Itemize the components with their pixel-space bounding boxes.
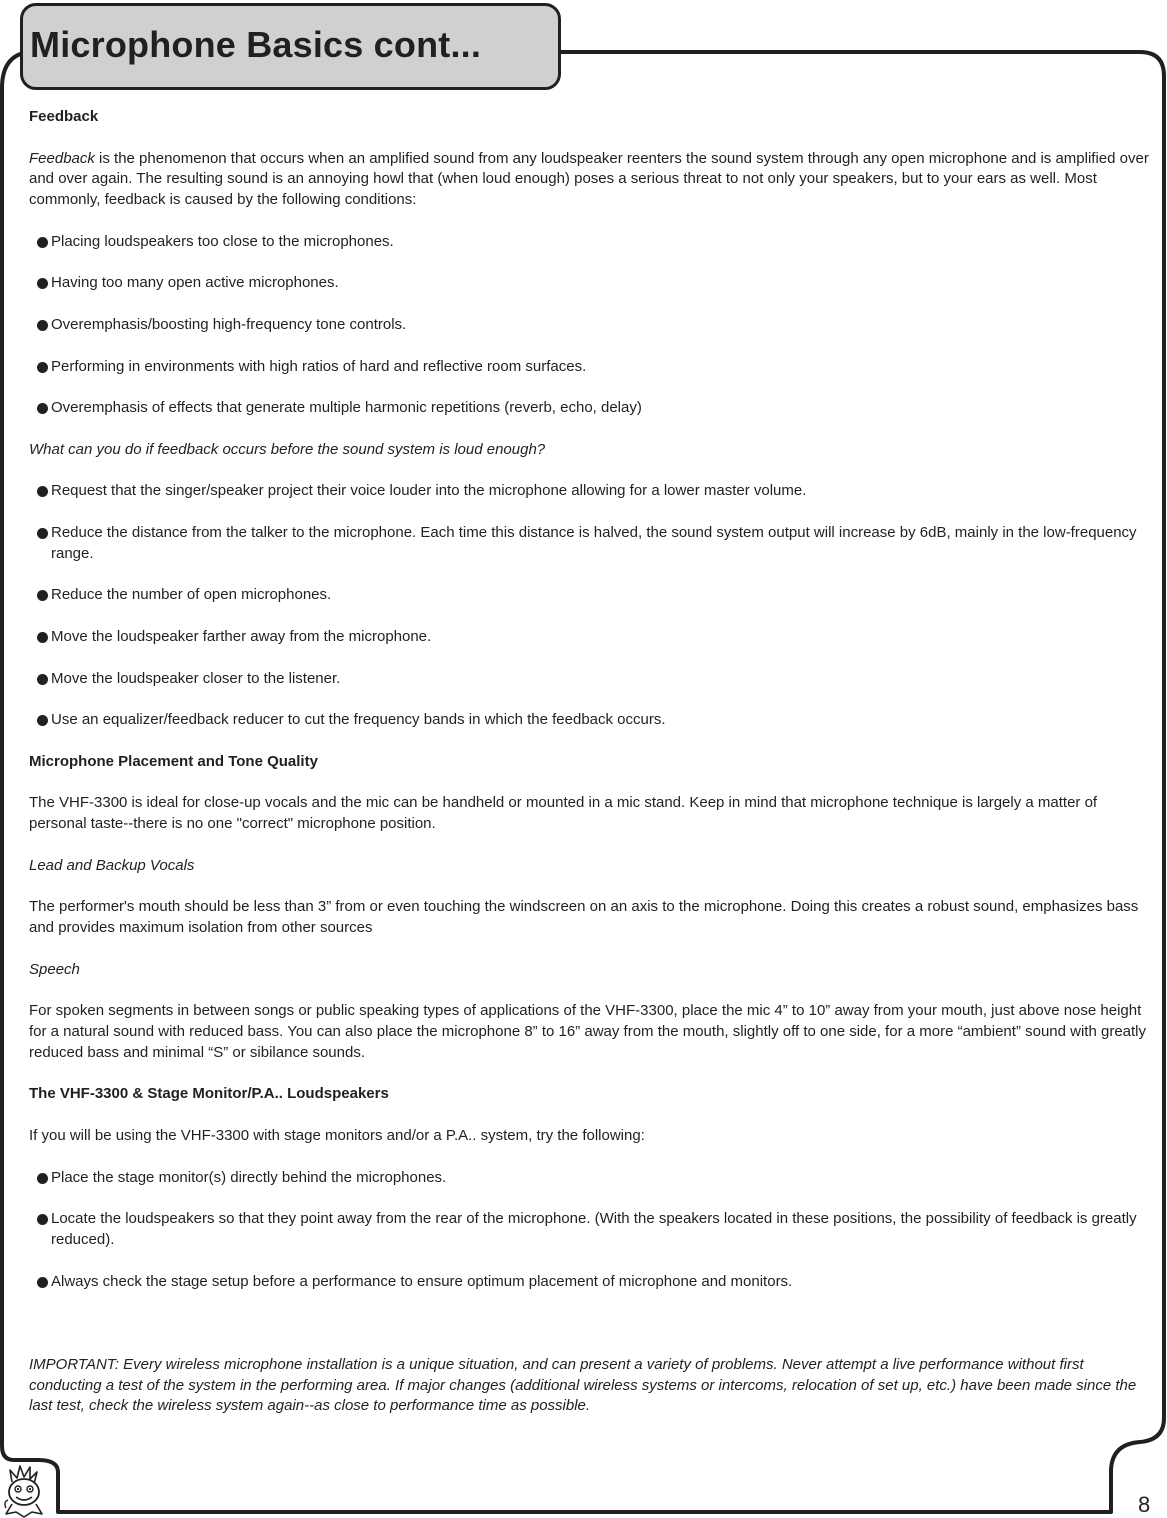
important-note: IMPORTANT: Every wireless microphone installation is a unique situation, and can present a variety of problems. Never attempt a live performance without first conducting a test of the system in the performing area. If major changes (additional wireless systems or intercoms, relocation of set up, etc.) have been made since the last test, check the wireless system again--as close to performance time as possible. [29, 1355, 1137, 1415]
mascot-logo-icon [2, 1462, 46, 1518]
bullet-icon [37, 1214, 48, 1225]
bullet-icon [37, 590, 48, 601]
bullet-icon [37, 278, 48, 289]
stage-tip-item [29, 1209, 1151, 1251]
stage-heading: The VHF-3300 & Stage Monitor/P.A.. Loudspeakers [29, 1085, 389, 1103]
feedback-remedy-item [29, 669, 1151, 690]
feedback-remedy-item [29, 523, 1151, 565]
feedback-remedy-text: Move the loudspeaker farther away from the microphone. [51, 627, 432, 645]
feedback-cause-item [29, 273, 1151, 294]
bullet-icon [37, 528, 48, 539]
placement-intro: The VHF-3300 is ideal for close-up vocals and the mic can be handheld or mounted in a mic stand. Keep in mind that microphone technique is largely a matter of personal taste--there is no one "correct" microphone position. [29, 794, 1098, 833]
stage-tip-item [29, 1272, 1151, 1293]
feedback-question: What can you do if feedback occurs before the sound system is loud enough? [29, 440, 546, 458]
lead-vocals-title: Lead and Backup Vocals [29, 856, 195, 874]
feedback-cause-text: Performing in environments with high ratios of hard and reflective room surfaces. [51, 357, 587, 375]
bullet-icon [37, 1277, 48, 1288]
feedback-heading: Feedback [29, 108, 99, 125]
page-content [29, 107, 1151, 1438]
bullet-icon [37, 674, 48, 685]
feedback-cause-text: Overemphasis/boosting high-frequency tone controls. [51, 315, 407, 333]
bullet-icon [37, 403, 48, 414]
feedback-intro [29, 149, 1151, 211]
spacer [29, 1313, 1151, 1355]
feedback-cause-item [29, 357, 1151, 378]
feedback-cause-item [29, 398, 1151, 419]
bullet-icon [37, 715, 48, 726]
bullet-icon [37, 1173, 48, 1184]
placement-heading: Microphone Placement and Tone Quality [29, 752, 318, 770]
feedback-remedy-text: Move the loudspeaker closer to the listener. [51, 669, 341, 687]
stage-tip-text: Always check the stage setup before a performance to ensure optimum placement of microphone and monitors. [51, 1272, 793, 1290]
stage-tip-text: Locate the loudspeakers so that they point away from the rear of the microphone. (With the speakers located in these positions, the possibility of feedback is greatly reduced). [51, 1210, 1137, 1249]
page-number: 8 [1138, 1492, 1151, 1517]
feedback-remedy-item [29, 481, 1151, 502]
stage-intro: If you will be using the VHF-3300 with stage monitors and/or a P.A.. system, try the following: [29, 1127, 645, 1145]
feedback-remedy-text: Reduce the distance from the talker to the microphone. Each time this distance is halved, the sound system output will increase by 6dB, mainly in the low-frequency range. [51, 523, 1137, 562]
feedback-remedy-text: Reduce the number of open microphones. [51, 586, 332, 604]
bullet-icon [37, 362, 48, 373]
feedback-remedy-item [29, 627, 1151, 648]
lead-vocals-body: The performer's mouth should be less than 3” from or even touching the windscreen on an axis to the microphone. Doing this creates a robust sound, emphasizes bass and provides maximum isolation from other sources [29, 898, 1139, 937]
bullet-icon [37, 632, 48, 643]
feedback-remedy-text: Request that the singer/speaker project their voice louder into the microphone allowing for a lower master volume. [51, 482, 807, 500]
feedback-definition: is the phenomenon that occurs when an amplified sound from any loudspeaker reenters the sound system through any open microphone and is amplified over and over again. The resulting sound is an annoying howl that (when loud enough) poses a serious threat to not only your speakers, but to your ears as well. Most commonly, feedback is caused by the following conditions: [29, 149, 1149, 209]
bullet-icon [37, 237, 48, 248]
page-title: Microphone Basics cont... [30, 24, 482, 65]
speech-title: Speech [29, 960, 80, 978]
stage-tip-item [29, 1168, 1151, 1189]
feedback-remedy-item [29, 585, 1151, 606]
feedback-cause-text: Having too many open active microphones. [51, 274, 339, 292]
feedback-cause-text: Placing loudspeakers too close to the microphones. [51, 232, 394, 250]
feedback-remedy-item [29, 710, 1151, 731]
stage-tip-text: Place the stage monitor(s) directly behind the microphones. [51, 1168, 447, 1186]
feedback-cause-item [29, 232, 1151, 253]
feedback-cause-item [29, 315, 1151, 336]
speech-body: For spoken segments in between songs or public speaking types of applications of the VHF-3300, place the mic 4” to 10” away from your mouth, just above nose height for a natural sound with reduced bass. You can also place the microphone 8” to 16” away from the mouth, slightly off to one side, for a more “ambient” sound with greatly reduced bass and minimal “S” or sibilance sounds. [29, 1002, 1147, 1061]
feedback-cause-text: Overemphasis of effects that generate multiple harmonic repetitions (reverb, echo, delay) [51, 399, 642, 417]
bullet-icon [37, 486, 48, 497]
feedback-remedy-text: Use an equalizer/feedback reducer to cut the frequency bands in which the feedback occurs. [51, 711, 666, 729]
bullet-icon [37, 320, 48, 331]
feedback-term: Feedback [29, 149, 95, 167]
